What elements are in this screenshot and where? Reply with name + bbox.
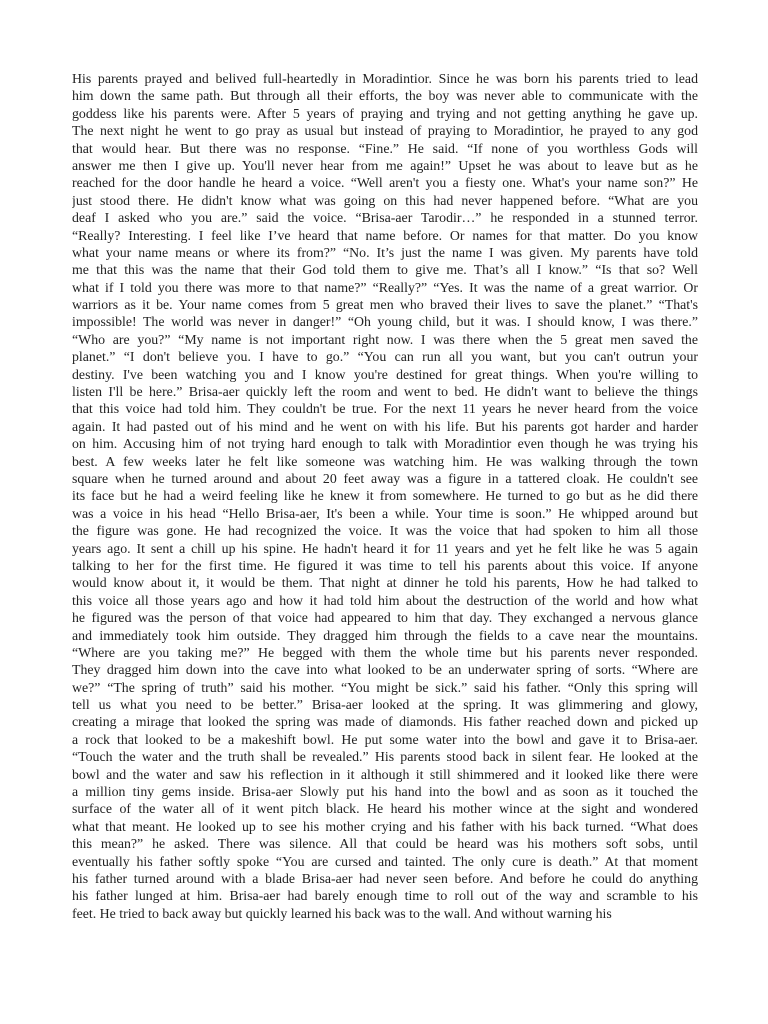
text-line: destiny. I've been watching you and I know you're destined for great things. When you're willing to [72, 366, 698, 382]
text-line: a million tiny gems inside. Brisa-aer Slowly put his hand into the bowl and as soon as it touched the [72, 784, 698, 800]
text-line: was a voice in his head “Hello Brisa-aer, It's been a while. Your time is soon.” He whipped around but [72, 505, 698, 521]
text-line: me that this was the name that their God told them to give me. That’s all I know.” “Is that so? Well [72, 262, 698, 278]
text-line: reached for the door handle he heard a voice. “Well aren't you a fiesty one. What's your name son?” He [72, 175, 698, 191]
text-line: tell us what you need to be better.” Brisa-aer looked at the spring. It was glimmering and glowy, [72, 697, 698, 713]
text-line: planet.” “I don't believe you. I have to go.” “You can run all you want, but you can't outrun your [72, 349, 698, 365]
text-line: just stood there. He didn't know what was going on this had never happened before. “What are you [72, 192, 698, 208]
text-line: what if I told you there was more to that name?” “Really?” “Yes. It was the name of a great warrior. Or [72, 279, 698, 295]
text-line: that this voice had told him. They couldn't be true. For the next 11 years he never heard from the voice [72, 401, 698, 417]
text-line: His parents prayed and belived full-heartedly in Moradintior. Since he was born his parents tried to lead [72, 71, 698, 86]
text-line: again. It had pasted out of his mind and he went on with his life. But his parents got harder and harder [72, 418, 698, 434]
text-line: we?” “The spring of truth” said his mother. “You might be sick.” said his father. “Only this spring will [72, 679, 698, 695]
text-line: his father turned around with a blade Brisa-aer had never seen before. And before he could do anything [72, 870, 698, 886]
text-line: “Really? Interesting. I feel like I’ve heard that name before. Or names for that matter. Do you know [72, 227, 698, 243]
text-line: listen I'll be here.” Brisa-aer quickly left the room and went to bed. He didn't want to believe the things [72, 384, 698, 400]
text-line: best. A few weeks later he felt like someone was watching him. He was walking through the town [72, 453, 698, 469]
text-line: They dragged him down into the cave into what looked to be an underwater spring of sorts. “Where are [72, 662, 698, 678]
text-line: what that meant. He looked up to see his mother crying and his father with his back turned. “What does [72, 818, 698, 834]
text-line: impossible! The world was never in danger!” “Oh young child, but it was. I should know, I was there.” [72, 314, 698, 330]
text-line: creating a mirage that looked the spring was made of diamonds. His father reached down and picked up [72, 714, 698, 730]
text-line: a rock that looked to be a makeshift bowl. He put some water into the bowl and gave it to Brisa-aer. [72, 731, 698, 747]
text-line: its face but he had a weird feeling like he knew it from somewhere. He turned to go but as he did there [72, 488, 698, 504]
text-line: bowl and the water and saw his reflection in it although it still shimmered and it looked like there were [72, 766, 698, 782]
text-line: years ago. It sent a chill up his spine. He hadn't heard it for 11 years and yet he felt like he was 5 again [72, 540, 698, 556]
text-line: answer me then I give up. You'll never hear from me again!” Upset he was about to leave but as he [72, 157, 698, 173]
text-line: his father lunged at him. Brisa-aer had barely enough time to roll out of the way and scramble to his [72, 888, 698, 904]
text-line: eventually his father softly spoke “You are cursed and tainted. The only cure is death.” At that moment [72, 853, 698, 869]
text-line: “Who are you?” “My name is not important right now. I was there when the 5 great men saved the [72, 331, 698, 347]
text-line: what your name means or where its from?” “No. It’s just the name I was given. My parents have told [72, 244, 698, 260]
text-line: “Touch the water and the truth shall be revealed.” His parents stood back in silent fear. He looked at the [72, 749, 698, 765]
text-line: feet. He tried to back away but quickly learned his back was to the wall. And without warning his [72, 905, 612, 921]
text-line: him down the same path. But through all their efforts, the boy was never able to communicate with the [72, 88, 698, 104]
text-line: warriors as it be. Your name comes from 5 great men who braved their lives to save the planet.” “That's [72, 297, 698, 313]
text-line: The next night he went to go pray as usual but instead of praying to Moradintior, he prayed to any god [72, 123, 698, 139]
text-line: deaf I asked who you are.” said the voice. “Brisa-aer Tarodir…” he responded in a stunned terror. [72, 210, 698, 226]
text-line: goddess like his parents were. After 5 years of praying and trying and not getting anything he gave up. [72, 105, 698, 121]
document-body [72, 70, 698, 922]
text-line: talking to her for the first time. He figured it was time to tell his parents about this voice. If anyone [72, 557, 698, 573]
text-line: would know about it, it would be them. That night at dinner he told his parents, How he had talked to [72, 575, 698, 591]
text-line: surface of the water all of it went pitch black. He heard his mother wince at the sight and wondered [72, 801, 698, 817]
text-line: “Where are you taking me?” He begged with them the whole time but his parents never responded. [72, 644, 698, 660]
text-line: and immediately took him outside. They dragged him through the fields to a cave near the mountains. [72, 627, 698, 643]
text-line: on him. Accusing him of not trying hard enough to talk with Moradintior even though he was trying his [72, 436, 698, 452]
text-line: square when he turned around and about 20 feet away was a figure in a tattered cloak. He couldn't see [72, 470, 698, 486]
text-line: that would hear. But there was no response. “Fine.” He said. “If none of you worthless Gods will [72, 140, 698, 156]
text-line: this mean?” he asked. There was silence. All that could be heard was his mothers soft sobs, until [72, 836, 698, 852]
text-line: he figured was the person of that voice had appeared to him that day. They exchanged a nervous glance [72, 610, 698, 626]
text-line: this voice all those years ago and how it had told him about the destruction of the world and how what [72, 592, 698, 608]
text-line: the figure was gone. He had recognized the voice. It was the voice that had spoken to him all those [72, 523, 698, 539]
